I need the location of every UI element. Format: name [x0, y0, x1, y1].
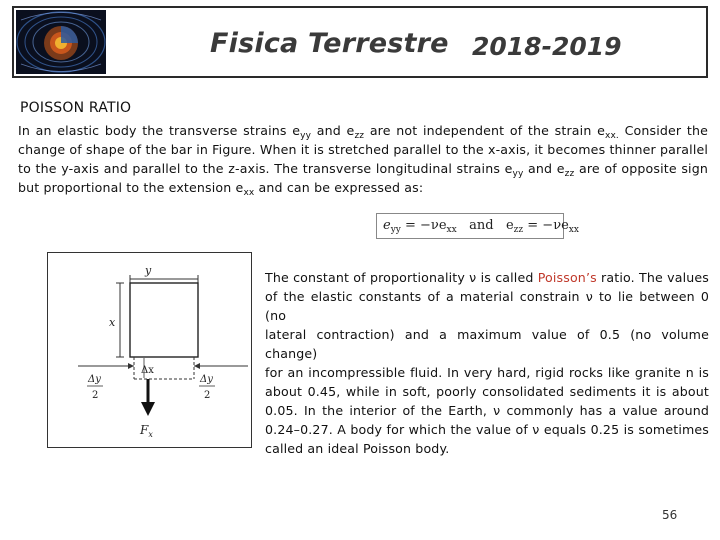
banner-title: Fisica Terrestre [210, 28, 449, 59]
two-label-left: 2 [92, 390, 99, 401]
force-label: $F_x$ [140, 423, 153, 439]
poisson-line: The constant of proportionality ν is called Poisson’s ratio. The values [265, 270, 709, 285]
two-label-right: 2 [204, 390, 211, 401]
intro-line: In an elastic body the transverse strains $e_{yy}$ and $e_{zz}$ are not independent of the strain $e_{xx.}$ Consider the [18, 123, 708, 141]
intro-paragraph [18, 121, 708, 197]
header-banner [12, 6, 708, 78]
poisson-term: Poisson’s [537, 270, 597, 285]
delta-y-label-right: Δy [200, 374, 213, 385]
bar-diagram [48, 253, 251, 447]
strain-formula: $e_{yy} = -\nu e_{xx}$ and $e_{zz} = -\nu e_{xx}$ [376, 213, 564, 239]
poisson-line: about 0.45, while in soft, poorly consolidated sediments it is about [265, 384, 709, 399]
x-label: x [109, 316, 116, 329]
force-arrow-head [141, 402, 155, 416]
delta-x-label: Δx [141, 365, 154, 376]
poisson-line: lateral contraction) and a maximum value of 0.5 (no volume change) [265, 327, 709, 361]
poisson-line: called an ideal Poisson body. [265, 441, 450, 456]
poisson-line: 0.05. In the interior of the Earth, ν commonly has a value around [265, 403, 709, 418]
y-label: y [145, 264, 152, 277]
intro-line: change of shape of the bar in Figure. When it is stretched parallel to the x-axis, it becomes thinner parallel [18, 142, 709, 157]
delta-y-label-left: Δy [88, 374, 101, 385]
bar-original [130, 283, 198, 357]
intro-line: to the y-axis and parallel to the z-axis. The transverse longitudinal strains $e_{yy}$ and $e_{zz}$ are of opposite sign [18, 161, 708, 179]
banner-years: 2018-2019 [472, 32, 622, 61]
poisson-line: for an incompressible fluid. In very hard, rigid rocks like granite n is [265, 365, 709, 380]
bar-deformation-figure [47, 252, 252, 448]
page-number: 56 [662, 508, 678, 522]
poisson-paragraph [265, 268, 709, 458]
intro-line: but proportional to the extension $e_{xx}$ and can be expressed as: [18, 180, 424, 198]
section-heading: POISSON RATIO [20, 100, 132, 116]
earth-globe-image [16, 10, 106, 74]
poisson-line: 0.24–0.27. A body for which the value of ν equals 0.25 is sometimes [265, 422, 709, 437]
poisson-line: of the elastic constants of a material constrain ν to lie between 0 (no [265, 289, 709, 323]
